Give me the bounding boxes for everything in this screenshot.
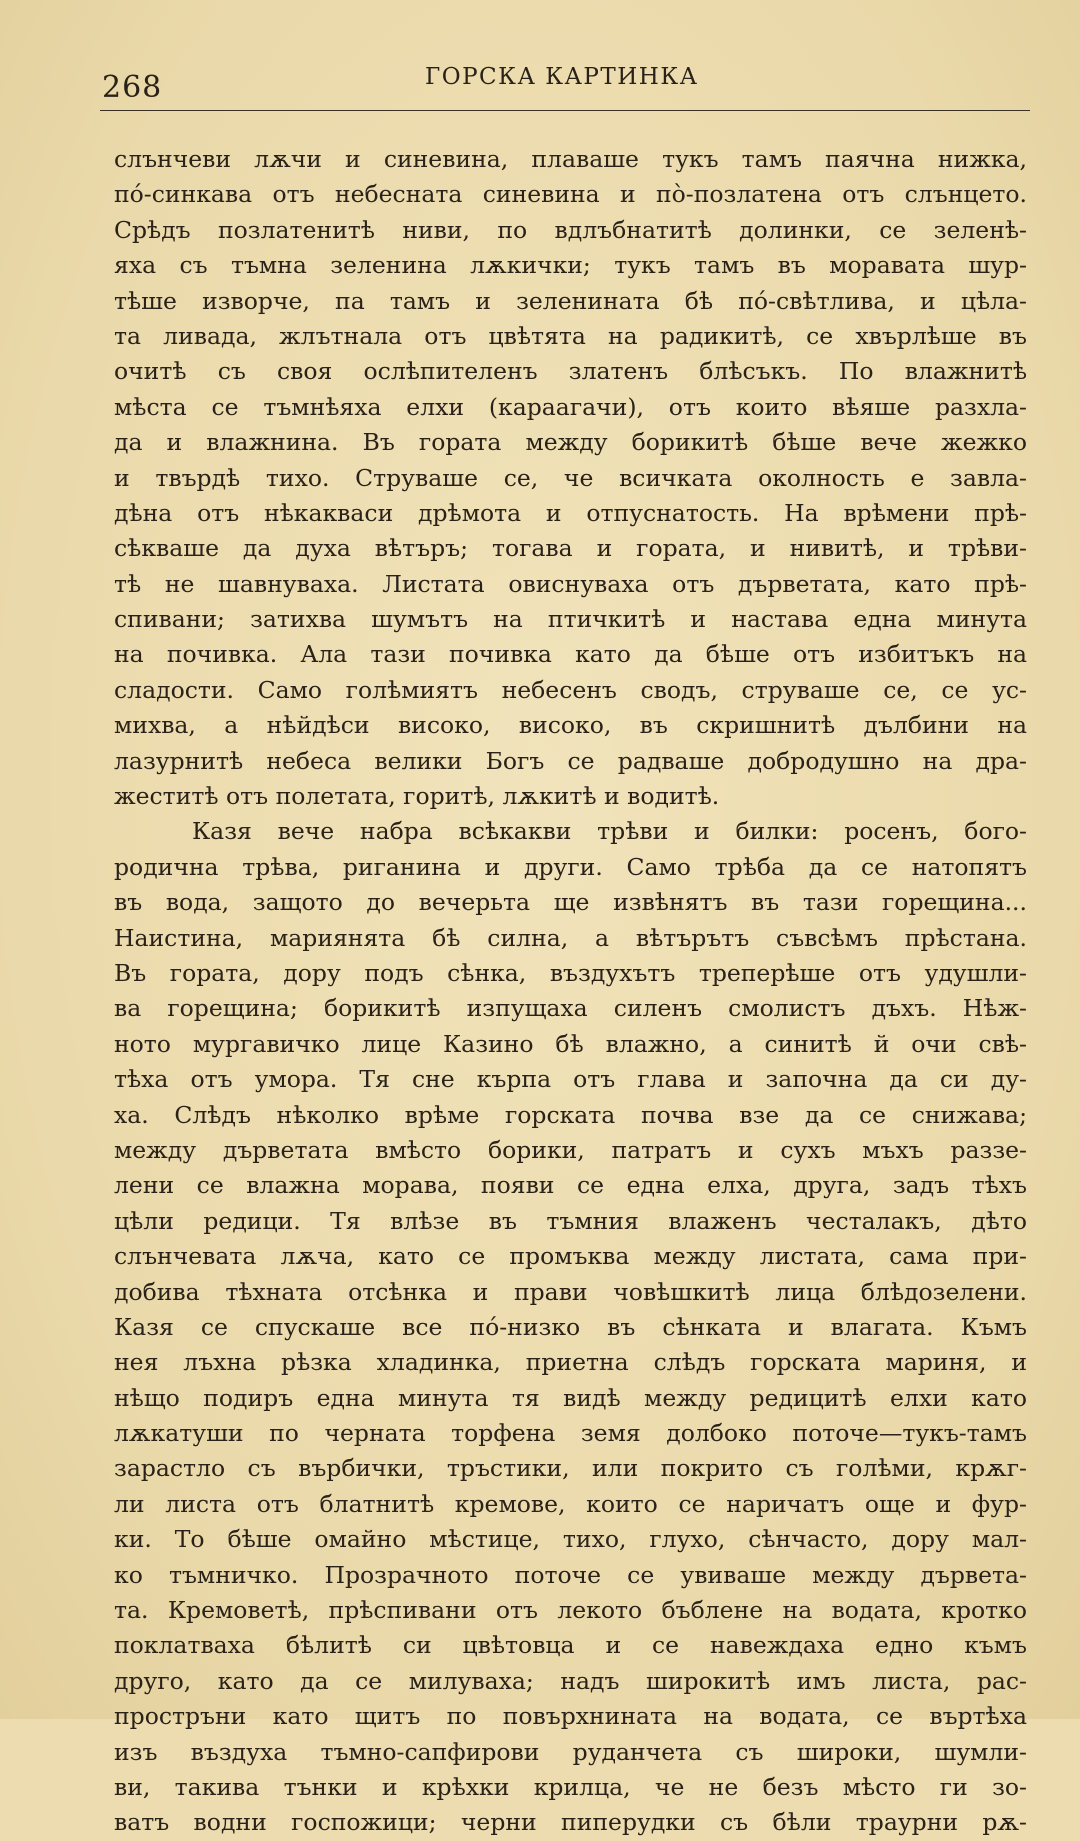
text-line: друго, като да се милуваха; надъ широкитѣ имъ листа, рас- bbox=[114, 1666, 1027, 1695]
text-line: тѣха отъ умора. Тя сне кърпа отъ глава и започна да си ду- bbox=[114, 1065, 1027, 1094]
text-line: мѣста се тъмнѣяха елхи (караагачи), отъ които вѣяше разхла- bbox=[114, 392, 1027, 421]
text-line: ното мургавичко лице Казино бѣ влажно, а синитѣ й очи свѣ- bbox=[114, 1029, 1027, 1058]
page-number: 268 bbox=[102, 70, 163, 105]
running-title: ГОРСКА КАРТИНКА bbox=[425, 64, 699, 90]
text-line: ватъ водни госпожици; черни пиперудки съ бѣли траурни рѫ- bbox=[114, 1808, 1027, 1837]
text-line: лѫкатуши по черната торфена земя долбоко поточе—тукъ-тамъ bbox=[114, 1419, 1027, 1448]
text-line: зарастло съ върбички, тръстики, или покрито съ голѣми, крѫг- bbox=[114, 1454, 1027, 1483]
text-line: да и влажнина. Въ гората между борикитѣ бѣше вече жежко bbox=[114, 428, 1027, 457]
text-line: по́-синкава отъ небесната синевина и по̀-позлатена отъ слънцето. bbox=[114, 180, 1027, 209]
text-line: поклатваха бѣлитѣ си цвѣтовца и се навеждаха едно къмъ bbox=[114, 1631, 1027, 1660]
text-line: родична трѣва, риганина и други. Само трѣба да се натопятъ bbox=[114, 852, 1027, 881]
text-line: дѣна отъ нѣкакваси дрѣмота и отпуснатость. На врѣмени прѣ- bbox=[114, 498, 1027, 527]
text-line: Наистина, мариянята бѣ силна, а вѣтърътъ съвсѣмъ прѣстана. bbox=[114, 923, 1027, 952]
running-head bbox=[100, 62, 1030, 111]
text-line: слънчевата лѫча, като се промъква между листата, сама при- bbox=[114, 1242, 1027, 1271]
text-line: простръни като щитъ по повърхнината на водата, се въртѣха bbox=[114, 1702, 1027, 1731]
text-line: спивани; затихва шумътъ на птичкитѣ и настава една минута bbox=[114, 605, 1027, 634]
text-line: та. Кремоветѣ, прѣспивани отъ лекото бъблене на водата, кротко bbox=[114, 1596, 1027, 1625]
text-line: ва горещина; борикитѣ изпущаха силенъ смолистъ дъхъ. Нѣж- bbox=[114, 994, 1027, 1023]
text-line: та ливада, жлътнала отъ цвѣтята на радикитѣ, се хвърлѣше въ bbox=[114, 321, 1027, 350]
text-line: тѣше изворче, па тамъ и зеленината бѣ по́-свѣтлива, и цѣла- bbox=[114, 286, 1027, 315]
text-line: нѣщо подиръ една минута тя видѣ между редицитѣ елхи като bbox=[114, 1383, 1027, 1412]
text-line: Казя вече набра всѣкакви трѣви и билки: росенъ, бого- bbox=[192, 817, 1027, 846]
text-line: между дърветата вмѣсто борики, патратъ и сухъ мъхъ раззе- bbox=[114, 1135, 1027, 1164]
text-line: очитѣ съ своя ослѣпителенъ златенъ блѣсъкъ. По влажнитѣ bbox=[114, 357, 1027, 386]
text-line: ко тъмничко. Прозрачното поточе се увиваше между дървета- bbox=[114, 1560, 1027, 1589]
text-line: лазурнитѣ небеса велики Богъ се радваше добродушно на дра- bbox=[114, 746, 1027, 775]
text-line: ха. Слѣдъ нѣколко врѣме горската почва взе да се снижава; bbox=[114, 1100, 1027, 1129]
text-line: тѣ не шавнуваха. Листата овиснуваха отъ дърветата, като прѣ- bbox=[114, 569, 1027, 598]
text-line: нея лъхна рѣзка хладинка, приетна слѣдъ горската мариня, и bbox=[114, 1348, 1027, 1377]
text-line: сѣкваше да духа вѣтъръ; тогава и гората, и нивитѣ, и трѣви- bbox=[114, 534, 1027, 563]
text-line: ки. То бѣше омайно мѣстице, тихо, глухо, сѣнчасто, дору мал- bbox=[114, 1525, 1027, 1554]
text-line: добива тѣхната отсѣнка и прави човѣшкитѣ лица блѣдозелени. bbox=[114, 1277, 1027, 1306]
paragraph bbox=[114, 142, 1027, 814]
text-line: Казя се спускаше все по́-низко въ сѣнката и влагата. Къмъ bbox=[114, 1312, 1027, 1341]
text-line: въ вода, защото до вечерьта ще извѣнятъ въ тази горещина... bbox=[114, 888, 1027, 917]
text-line: и твърдѣ тихо. Струваше се, че всичката околность е завла- bbox=[114, 463, 1027, 492]
text-line: яха съ тъмна зеленина лѫкички; тукъ тамъ въ моравата шур- bbox=[114, 251, 1027, 280]
paragraph bbox=[114, 814, 1027, 1840]
text-line: цѣли редици. Тя влѣзе въ тъмния влаженъ честалакъ, дѣто bbox=[114, 1206, 1027, 1235]
text-line: Въ гората, дору подъ сѣнка, въздухътъ треперѣше отъ удушли- bbox=[114, 958, 1027, 987]
text-line: изъ въздуха тъмно-сапфирови руданчета съ широки, шумли- bbox=[114, 1737, 1027, 1766]
text-line: михва, а нѣйдѣси високо, високо, въ скришнитѣ дълбини на bbox=[114, 711, 1027, 740]
text-line: сладости. Само голѣмиятъ небесенъ сводъ, струваше се, се ус- bbox=[114, 675, 1027, 704]
text-line: ли листа отъ блатнитѣ кремове, които се наричатъ още и фур- bbox=[114, 1489, 1027, 1518]
text-line: слънчеви лѫчи и синевина, плаваше тукъ тамъ паячна нижка, bbox=[114, 145, 1027, 173]
text-line: Срѣдъ позлатенитѣ ниви, по вдлъбнатитѣ долинки, се зеленѣ- bbox=[114, 215, 1027, 244]
text-line: лени се влажна морава, появи се една елха, друга, задъ тѣхъ bbox=[114, 1171, 1027, 1200]
text-line: жеститѣ отъ полетата, горитѣ, лѫкитѣ и водитѣ. bbox=[114, 782, 720, 811]
text-line: на почивка. Ала тази почивка като да бѣше отъ избитъкъ на bbox=[114, 640, 1027, 669]
body-text bbox=[114, 142, 1027, 1841]
text-line: ви, такива тънки и крѣхки крилца, че не безъ мѣсто ги зо- bbox=[114, 1772, 1027, 1801]
